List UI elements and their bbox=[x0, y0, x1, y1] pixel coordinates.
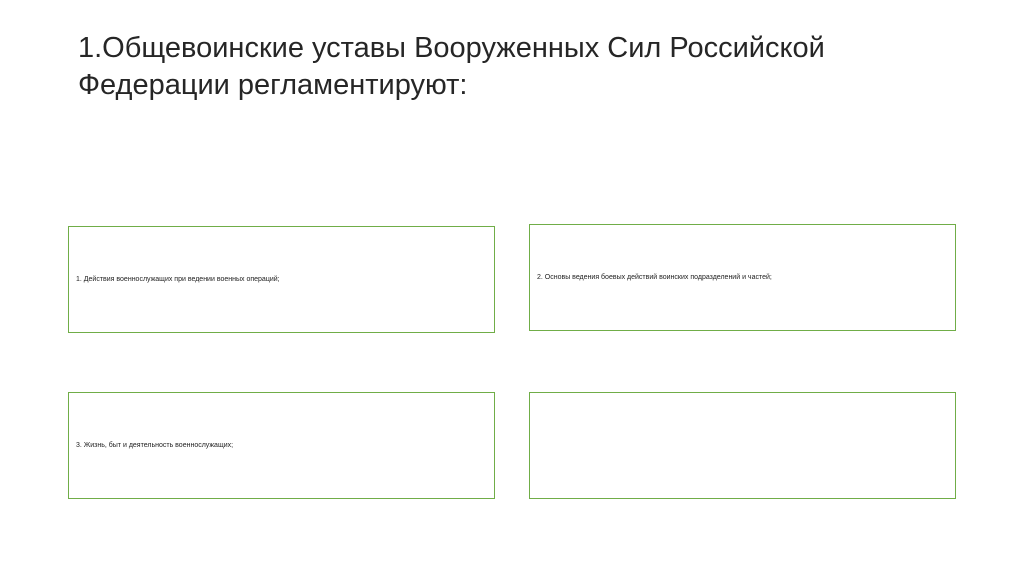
answer-option-3[interactable] bbox=[68, 392, 495, 499]
answer-option-4[interactable] bbox=[529, 392, 956, 499]
answer-option-2-text: 2. Основы ведения боевых действий воинских подразделений и частей; bbox=[537, 274, 772, 281]
answer-option-1-text: 1. Действия военнослужащих при ведении военных операций; bbox=[76, 276, 280, 283]
answer-option-3-text: 3. Жизнь, быт и деятельность военнослужащих; bbox=[76, 442, 234, 449]
answer-option-2[interactable] bbox=[529, 224, 956, 331]
slide-title: 1.Общевоинские уставы Вооруженных Сил Российской Федерации регламентируют: bbox=[78, 32, 825, 101]
answer-option-1[interactable] bbox=[68, 226, 495, 333]
